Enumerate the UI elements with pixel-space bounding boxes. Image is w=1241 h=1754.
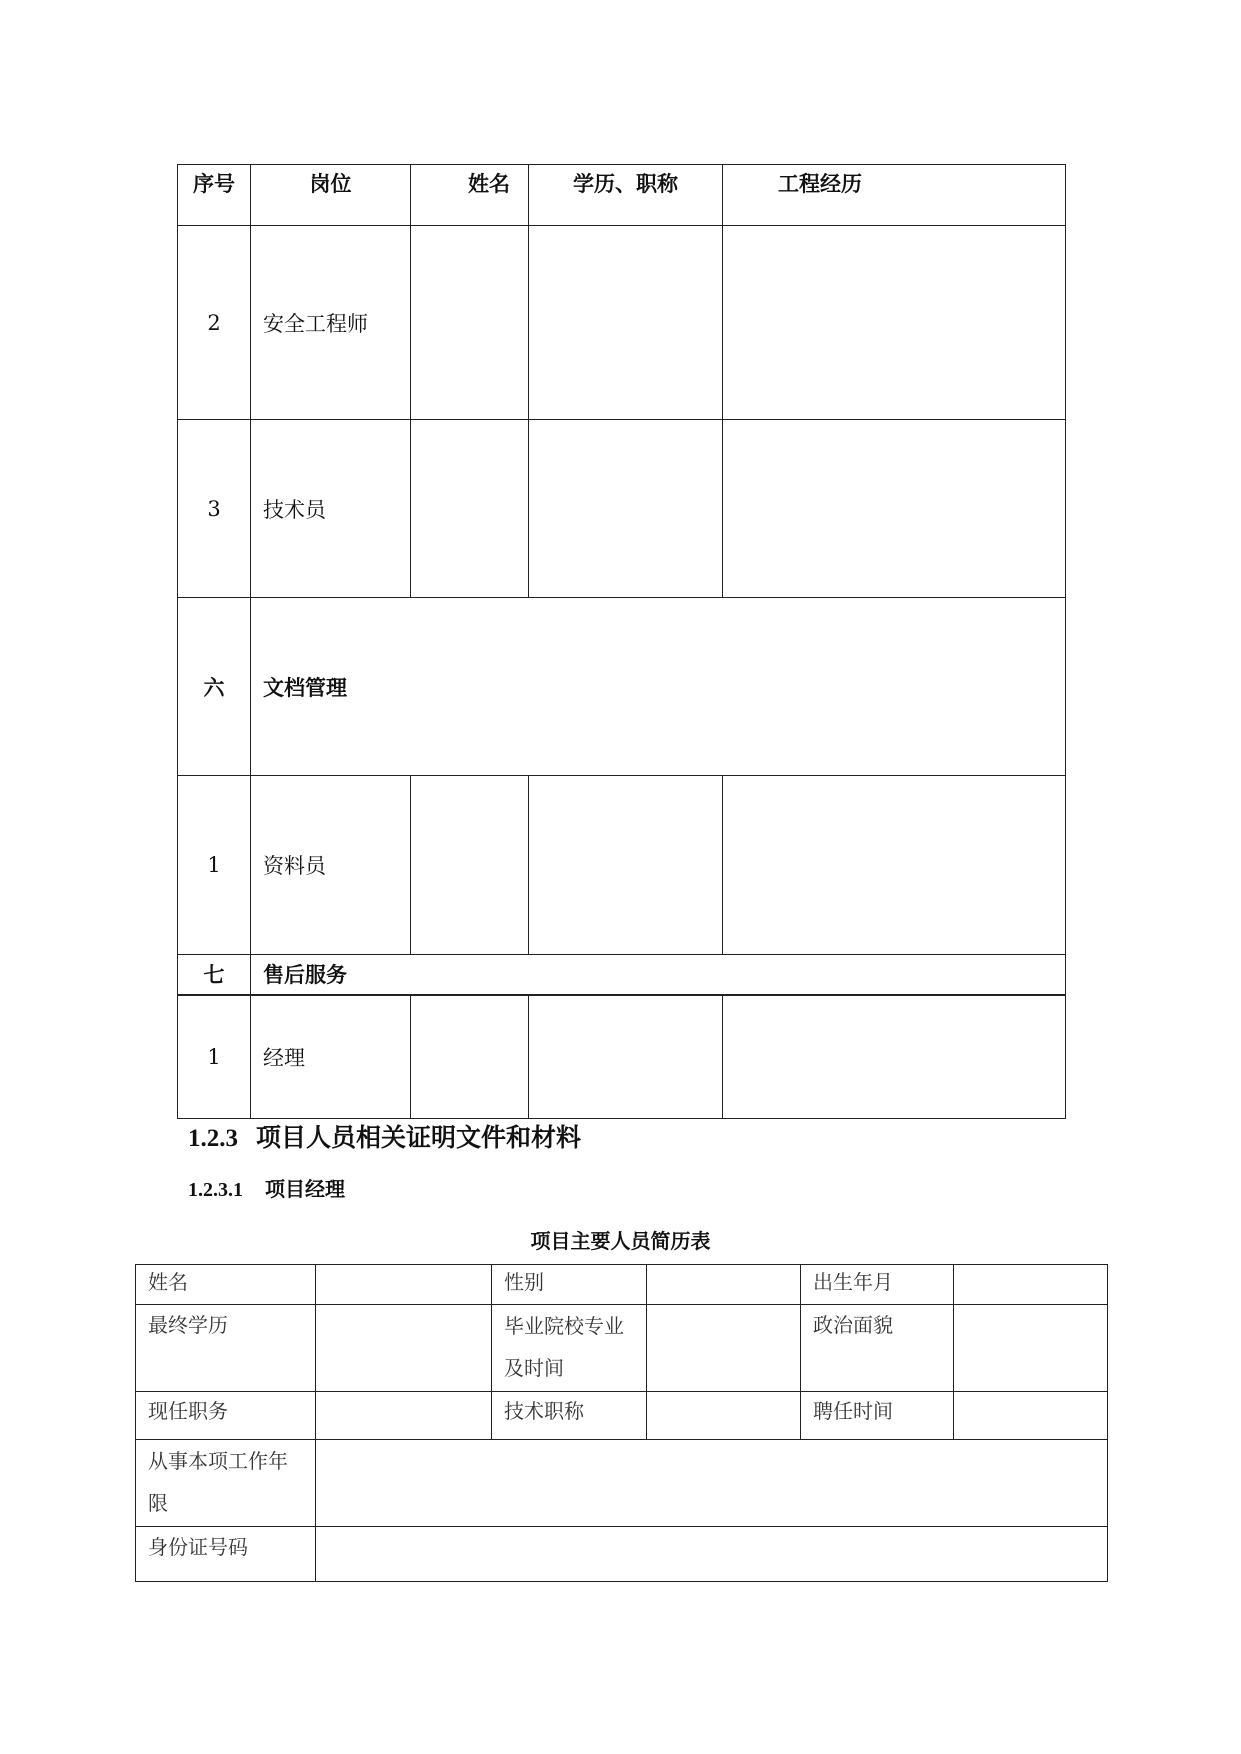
row-education-cell [529, 226, 723, 420]
value-name [316, 1265, 492, 1305]
section-title: 文档管理 [251, 598, 1066, 776]
label-school [492, 1305, 647, 1392]
resume-table-title: 项目主要人员简历表 [530, 1229, 711, 1253]
value-current-post [316, 1392, 492, 1440]
label-school-line2: 及时间 [504, 1356, 564, 1380]
section-title: 售后服务 [251, 955, 1066, 995]
table-row [136, 1265, 1108, 1305]
row-no: 2 [178, 226, 251, 420]
table-row [178, 420, 1066, 598]
row-position: 资料员 [251, 776, 411, 955]
row-no: 1 [178, 995, 251, 1119]
row-experience-cell [723, 420, 1066, 598]
value-education [316, 1305, 492, 1392]
header-name: 姓名 [411, 165, 529, 226]
row-education-cell [529, 420, 723, 598]
table-row [136, 1392, 1108, 1440]
resume-table [135, 1264, 1108, 1582]
label-name: 姓名 [136, 1265, 316, 1305]
header-position: 岗位 [251, 165, 411, 226]
row-name-cell [411, 995, 529, 1119]
row-position: 技术员 [251, 420, 411, 598]
row-no: 3 [178, 420, 251, 598]
section-heading-3 [188, 1118, 581, 1154]
section-row [178, 598, 1066, 776]
section-row [178, 955, 1066, 995]
label-current-post: 现任职务 [136, 1392, 316, 1440]
label-school-line1: 毕业院校专业 [504, 1314, 624, 1338]
section-no: 六 [178, 598, 251, 776]
row-position: 经理 [251, 995, 411, 1119]
header-education: 学历、职称 [529, 165, 723, 226]
row-experience-cell [723, 995, 1066, 1119]
value-political [954, 1305, 1108, 1392]
row-name-cell [411, 420, 529, 598]
label-years [136, 1440, 316, 1527]
label-hire-time: 聘任时间 [801, 1392, 954, 1440]
value-hire-time [954, 1392, 1108, 1440]
value-gender [647, 1265, 801, 1305]
row-education-cell [529, 776, 723, 955]
table-row [136, 1440, 1108, 1527]
row-experience-cell [723, 226, 1066, 420]
value-birth [954, 1265, 1108, 1305]
staff-table [177, 164, 1066, 1119]
section-no: 七 [178, 955, 251, 995]
table-row [136, 1527, 1108, 1582]
value-id-number [316, 1527, 1108, 1582]
header-no: 序号 [178, 165, 251, 226]
label-birth: 出生年月 [801, 1265, 954, 1305]
label-political: 政治面貌 [801, 1305, 954, 1392]
table-row [178, 226, 1066, 420]
header-experience: 工程经历 [723, 165, 1066, 226]
table-row [178, 995, 1066, 1119]
heading-number: 1.2.3 [188, 1125, 238, 1152]
row-name-cell [411, 776, 529, 955]
staff-table-header-row [178, 165, 1066, 226]
label-id-number: 身份证号码 [136, 1527, 316, 1582]
row-education-cell [529, 995, 723, 1119]
heading-text: 项目人员相关证明文件和材料 [256, 1123, 582, 1152]
row-experience-cell [723, 776, 1066, 955]
heading-number: 1.2.3.1 [188, 1179, 243, 1201]
label-education: 最终学历 [136, 1305, 316, 1392]
label-tech-title: 技术职称 [492, 1392, 647, 1440]
heading-text: 项目经理 [265, 1177, 345, 1201]
value-tech-title [647, 1392, 801, 1440]
row-name-cell [411, 226, 529, 420]
table-row [178, 776, 1066, 955]
value-years [316, 1440, 1108, 1527]
row-position: 安全工程师 [251, 226, 411, 420]
section-heading-4 [188, 1173, 345, 1202]
label-years-line1: 从事本项工作年 [148, 1449, 288, 1473]
label-gender: 性别 [492, 1265, 647, 1305]
value-school [647, 1305, 801, 1392]
label-years-line2: 限 [148, 1491, 168, 1515]
table-row [136, 1305, 1108, 1392]
row-no: 1 [178, 776, 251, 955]
